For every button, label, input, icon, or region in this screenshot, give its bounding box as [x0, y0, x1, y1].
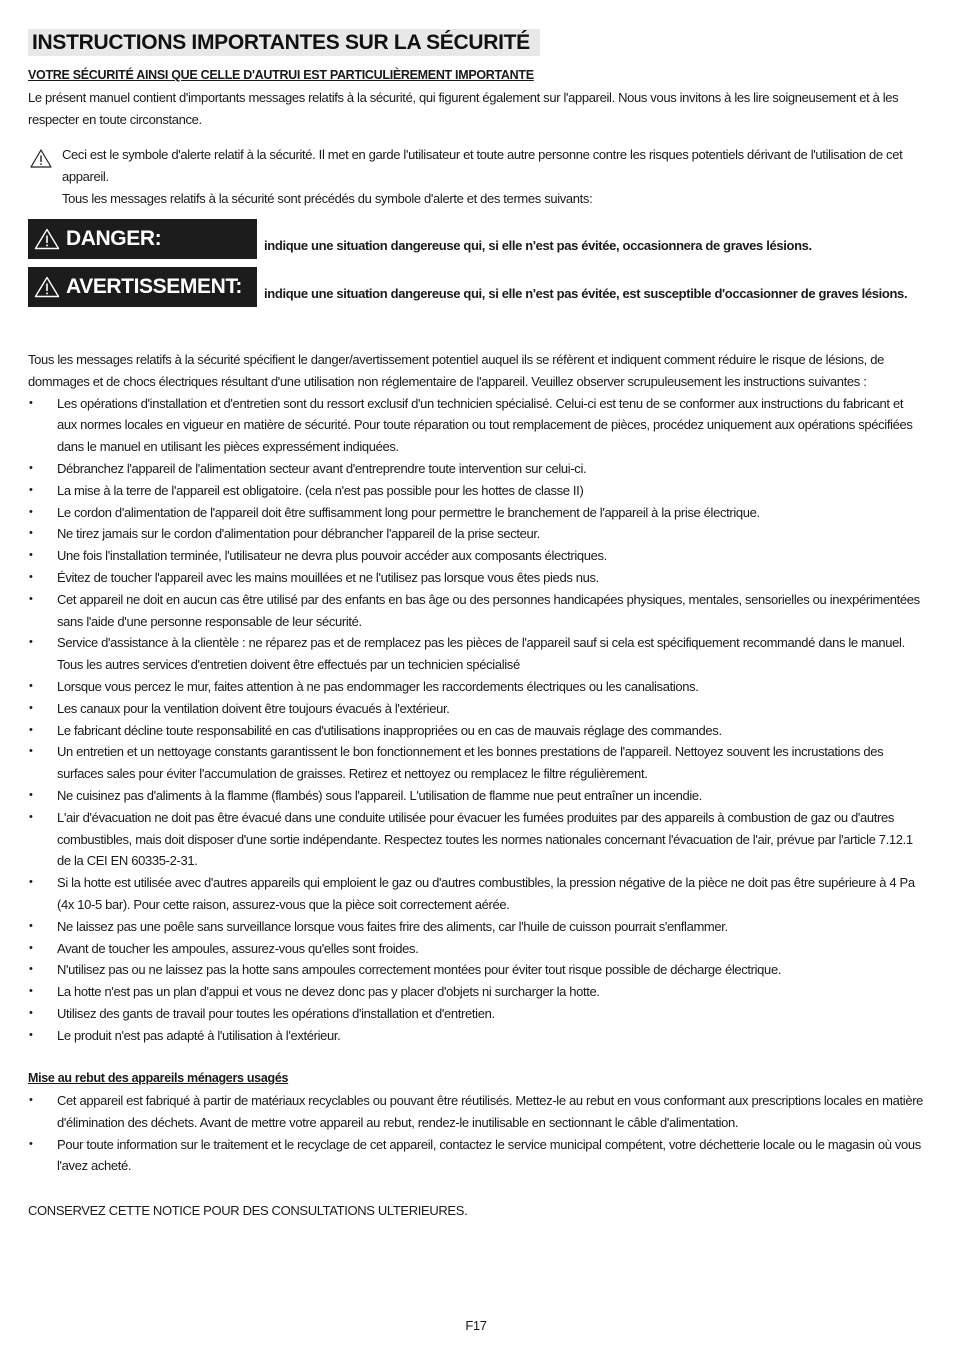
- safety-instructions: [28, 349, 924, 1047]
- section-subheading: VOTRE SÉCURITÉ AINSI QUE CELLE D'AUTRUI EST PARTICULIÈREMENT IMPORTANTE: [28, 68, 534, 82]
- list-item: • Le cordon d'alimentation de l'appareil doit être suffisamment long pour permettre le branchement de l'appareil à la prise électrique.: [28, 502, 924, 524]
- title-block: [28, 29, 540, 56]
- list-item: • Ne laissez pas une poêle sans surveillance lorsque vous faites frire des aliments, car l'huile de cuisson pourrait s'enflammer.: [28, 916, 924, 938]
- disposal-section: [28, 1090, 924, 1177]
- alert-symbol-explanation: [28, 144, 924, 209]
- warning-triangle-icon: [30, 149, 52, 175]
- list-item: • Ne cuisinez pas d'aliments à la flamme (flambés) sous l'appareil. L'utilisation de flamme nue peut entraîner un incendie.: [28, 785, 924, 807]
- list-item: • Une fois l'installation terminée, l'utilisateur ne devra plus pouvoir accéder aux composants électriques.: [28, 545, 924, 567]
- warning-label: AVERTISSEMENT:: [66, 275, 243, 298]
- list-item: • Débranchez l'appareil de l'alimentation secteur avant d'entreprendre toute intervention sur celui-ci.: [28, 458, 924, 480]
- warning-description: indique une situation dangereuse qui, si elle n'est pas évitée, est susceptible d'occasionner de graves lésions.: [264, 286, 908, 301]
- list-item: • Ne tirez jamais sur le cordon d'alimentation pour débrancher l'appareil de la prise secteur.: [28, 523, 924, 545]
- list-item: • Le fabricant décline toute responsabilité en cas d'utilisations inappropriées ou en cas de mauvais réglage des commandes.: [28, 720, 924, 742]
- list-item: • Le produit n'est pas adapté à l'utilisation à l'extérieur.: [28, 1025, 924, 1047]
- keep-notice: CONSERVEZ CETTE NOTICE POUR DES CONSULTATIONS ULTERIEURES.: [28, 1203, 468, 1218]
- warning-triangle-icon: [34, 276, 60, 298]
- list-item: • L'air d'évacuation ne doit pas être évacué dans une conduite utilisée pour évacuer les fumées produites par des appareils à combustion de gaz ou d'autres combustibles, mais doit disposer d'une sortie indépendante. Respectez toutes les normes nationales concernant l'évacuation de l'air, prévue par l'article 7.12.1 de la CEI EN 60335-2-31.: [28, 807, 924, 872]
- danger-badge: [28, 219, 257, 259]
- list-item: • Les opérations d'installation et d'entretien sont du ressort exclusif d'un technicien spécialisé. Celui-ci est tenu de se conformer aux instructions du fabricant et aux normes locales en vigueur en matière de sécurité. Pour toute réparation ou tout remplacement de pièces, procédez uniquement aux opérations spécifiées dans le manuel en utilisant les pièces expressément indiquées.: [28, 393, 924, 458]
- list-item: • Évitez de toucher l'appareil avec les mains mouillées et ne l'utilisez pas lorsque vous êtes pieds nus.: [28, 567, 924, 589]
- list-item: • Cet appareil est fabriqué à partir de matériaux recyclables ou pouvant être réutilisés. Mettez-le au rebut en vous conformant aux prescriptions locales en matière d'élimination des déchets. Avant de mettre votre appareil au rebut, rendez-le inutilisable en sectionnant le câble d'alimentation.: [28, 1090, 924, 1134]
- list-item: • Si la hotte est utilisée avec d'autres appareils qui emploient le gaz ou d'autres combustibles, la pression négative de la pièce ne doit pas être supérieure à 4 Pa (4x 10-5 bar). Pour cette raison, assurez-vous que la pièce soit correctement aérée.: [28, 872, 924, 916]
- intro-paragraph: Le présent manuel contient d'importants messages relatifs à la sécurité, qui figurent également sur l'appareil. Nous vous invitons à les lire soigneusement et à les respecter en toute circonstance.: [28, 90, 899, 127]
- page-number: F17: [465, 1318, 487, 1333]
- list-item: • La hotte n'est pas un plan d'appui et vous ne devez donc pas y placer d'objets ni surcharger la hotte.: [28, 981, 924, 1003]
- alert-symbol-text: Ceci est le symbole d'alerte relatif à la sécurité. Il met en garde l'utilisateur et toute autre personne contre les risques potentiels dérivant de l'utilisation de cet appareil.: [62, 147, 903, 184]
- list-item: • Cet appareil ne doit en aucun cas être utilisé par des enfants en bas âge ou des personnes handicapées physiques, mentales, sensorielles ou inexpérimentées sans l'aide d'une personne responsable de leur sécurité.: [28, 589, 924, 633]
- list-item: • Service d'assistance à la clientèle : ne réparez pas et de remplacez pas les pièces de l'appareil sauf si cela est spécifiquement recommandé dans le manuel. Tous les autres services d'entretien doivent être effectués par un technicien spécialisé: [28, 632, 924, 676]
- list-item: • La mise à la terre de l'appareil est obligatoire. (cela n'est pas possible pour les hottes de classe II): [28, 480, 924, 502]
- list-item: • Pour toute information sur le traitement et le recyclage de cet appareil, contactez le service municipal compétent, votre déchetterie locale ou le magasin où vous l'avez acheté.: [28, 1134, 924, 1178]
- list-item: • Utilisez des gants de travail pour toutes les opérations d'installation et d'entretien.: [28, 1003, 924, 1025]
- list-item: • Lorsque vous percez le mur, faites attention à ne pas endommager les raccordements électriques ou les canalisations.: [28, 676, 924, 698]
- disposal-bullet-list: [28, 1090, 924, 1177]
- warning-triangle-icon: [34, 228, 60, 250]
- safety-bullet-list: [28, 393, 924, 1047]
- page-title: INSTRUCTIONS IMPORTANTES SUR LA SÉCURITÉ: [28, 29, 540, 56]
- alert-symbol-text-2: Tous les messages relatifs à la sécurité sont précédés du symbole d'alerte et des termes suivants:: [62, 190, 593, 206]
- warning-badge: [28, 267, 257, 307]
- list-item: • Un entretien et un nettoyage constants garantissent le bon fonctionnement et les bonnes prestations de l'appareil. Nettoyez souvent les incrustations des surfaces sales pour éviter l'accumulation de graisses. Retirez et nettoyez ou remplacez le filtre régulièrement.: [28, 741, 924, 785]
- danger-description: indique une situation dangereuse qui, si elle n'est pas évitée, occasionnera de graves lésions.: [264, 238, 812, 253]
- main-paragraph: Tous les messages relatifs à la sécurité spécifient le danger/avertissement potentiel auquel ils se réfèrent et indiquent comment réduire le risque de lésions, de dommages et de chocs électriques résultant d'une utilisation non réglementaire de l'appareil. Veuillez observer scrupuleusement les instructions suivantes :: [28, 352, 884, 389]
- list-item: • N'utilisez pas ou ne laissez pas la hotte sans ampoules correctement montées pour éviter tout risque possible de décharge électrique.: [28, 959, 924, 981]
- disposal-heading: Mise au rebut des appareils ménagers usagés: [28, 1071, 289, 1085]
- danger-label: DANGER:: [66, 227, 162, 250]
- list-item: • Les canaux pour la ventilation doivent être toujours évacués à l'extérieur.: [28, 698, 924, 720]
- list-item: • Avant de toucher les ampoules, assurez-vous qu'elles sont froides.: [28, 938, 924, 960]
